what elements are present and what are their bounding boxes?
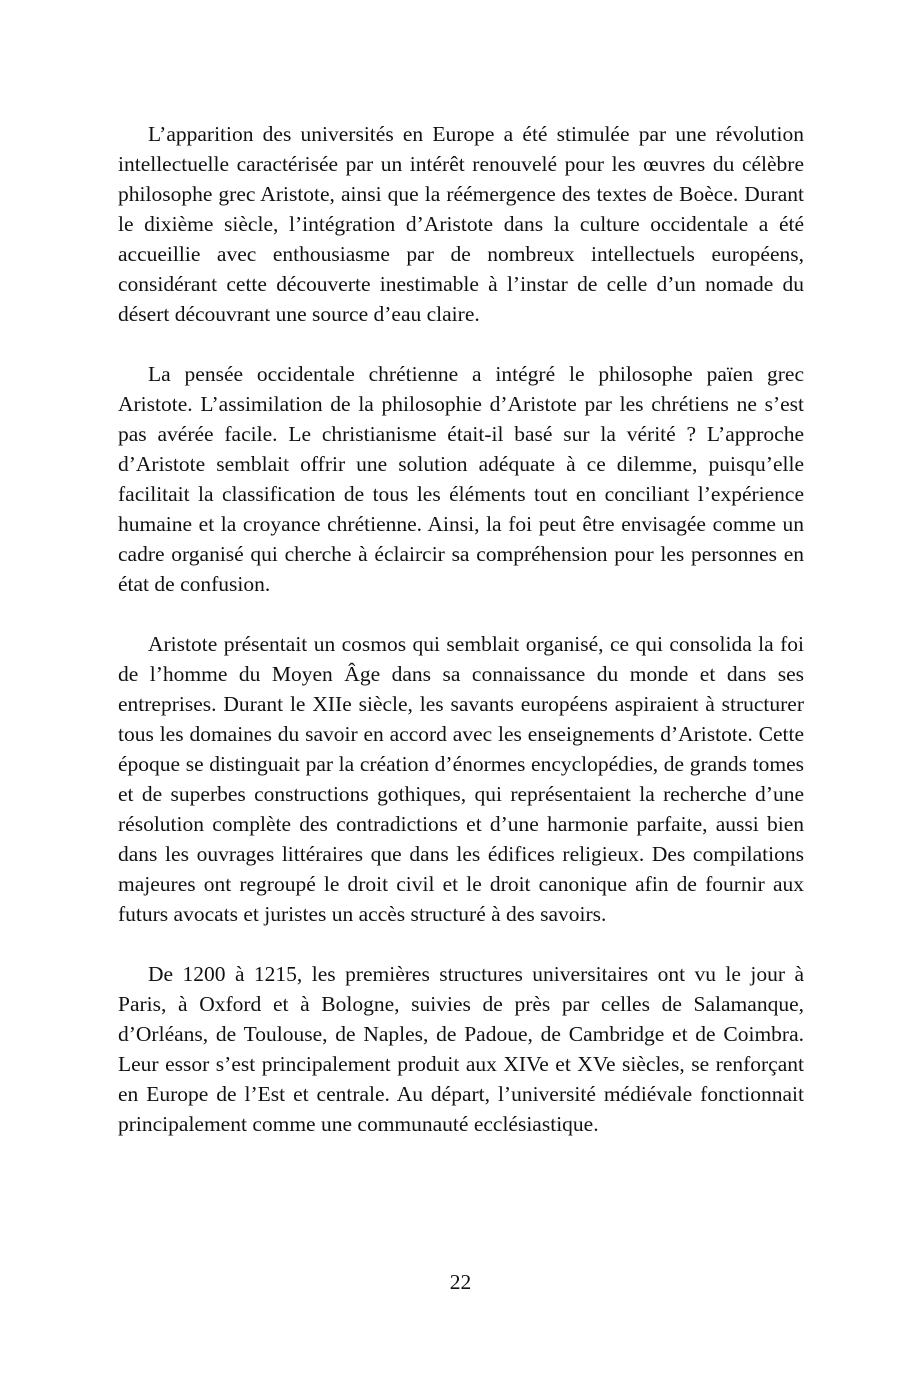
paragraph-aristotle-cosmos: Aristote présentait un cosmos qui semblait organisé, ce qui consolida la foi de l’homme du Moyen Âge dans sa connaissance du monde et dans ses entreprises. Durant le XIIe siècle, les savants européens aspiraient à structurer tous les domaines du savoir en accord avec les enseignements d’Aristote. Cette époque se distinguait par la création d’énormes encyclopédies, de grands tomes et de superbes constructions gothiques, qui représentaient la recherche d’une résolution complète des contradictions et d’une harmonie parfaite, aussi bien dans les ouvrages littéraires que dans les édifices religieux. Des compilations majeures ont regroupé le droit civil et le droit canonique afin de fournir aux futurs avocats et juristes un accès structuré à des savoirs. bbox=[118, 632, 804, 926]
paragraph-first-universities: De 1200 à 1215, les premières structures universitaires ont vu le jour à Paris, à Oxford et à Bologne, suivies de près par celles de Salamanque, d’Orléans, de Toulouse, de Naples, de Padoue, de Cambridge et de Coimbra. Leur essor s’est principalement produit aux XIVe et XVe siècles, se renforçant en Europe de l’Est et centrale. Au départ, l’université médiévale fonctionnait principalement comme une communauté ecclésiastique. bbox=[118, 962, 804, 1136]
body-text bbox=[118, 119, 804, 1169]
page-number: 22 bbox=[449, 1270, 472, 1294]
paragraph-christian-thought: La pensée occidentale chrétienne a intégré le philosophe païen grec Aristote. L’assimilation de la philosophie d’Aristote par les chrétiens ne s’est pas avérée facile. Le christianisme était-il basé sur la vérité ? L’approche d’Aristote semblait offrir une solution adéquate à ce dilemme, puisqu’elle facilitait la classification de tous les éléments tout en conciliant l’expérience humaine et la croyance chrétienne. Ainsi, la foi peut être envisagée comme un cadre organisé qui cherche à éclaircir sa compréhension pour les personnes en état de confusion. bbox=[118, 362, 804, 596]
paragraph-universities-origin: L’apparition des universités en Europe a été stimulée par une révolution intellectuelle caractérisée par un intérêt renouvelé pour les œuvres du célèbre philosophe grec Aristote, ainsi que la réémergence des textes de Boèce. Durant le dixième siècle, l’intégration d’Aristote dans la culture occidentale a été accueillie avec enthousiasme par de nombreux intellectuels européens, considérant cette découverte inestimable à l’instar de celle d’un nomade du désert découvrant une source d’eau claire. bbox=[118, 122, 804, 326]
